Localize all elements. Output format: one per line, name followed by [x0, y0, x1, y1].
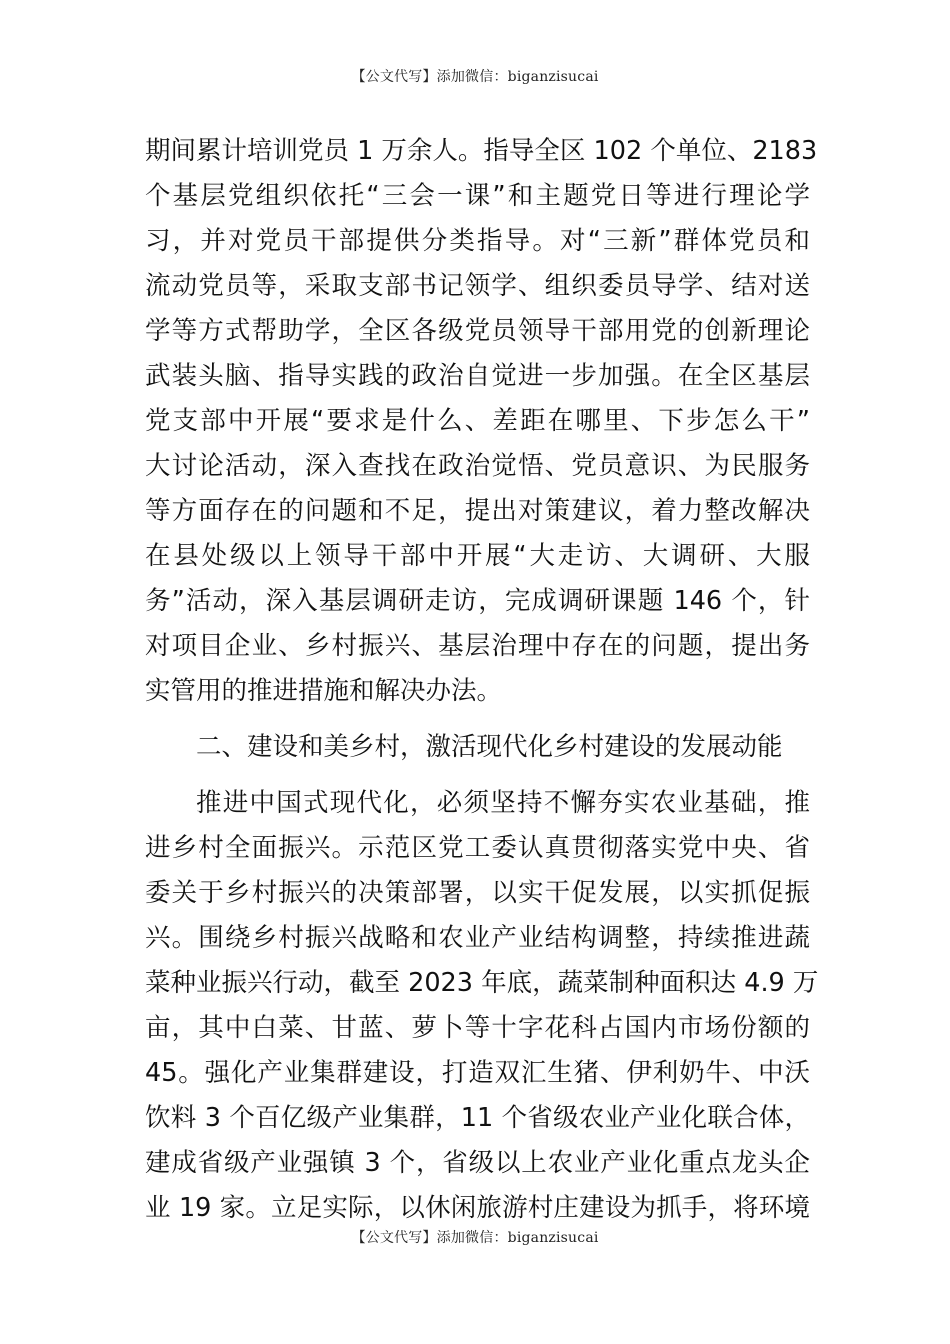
document-body	[145, 129, 819, 1231]
paragraph-training	[145, 129, 818, 714]
text-line: 委关于乡村振兴的决策部署，以实干促发展，以实抓促振	[145, 878, 810, 908]
text-line: 推进中国式现代化，必须坚持不懈夯实农业基础，推	[196, 788, 810, 818]
text-line: 在县处级以上领导干部中开展“大走访、大调研、大服	[145, 541, 810, 571]
text-line: 饮料 3 个百亿级产业集群，11 个省级农业产业化联合体，	[145, 1103, 810, 1133]
text-line: 进乡村全面振兴。示范区党工委认真贯彻落实党中央、省	[145, 833, 810, 863]
text-line: 业 19 家。立足实际，以休闲旅游村庄建设为抓手，将环境	[145, 1193, 810, 1223]
text-line: 期间累计培训党员 1 万余人。指导全区 102 个单位、2183	[145, 136, 818, 166]
text-line: 大讨论活动，深入查找在政治觉悟、党员意识、为民服务	[145, 451, 810, 481]
text-line: 流动党员等，采取支部书记领学、组织委员导学、结对送	[145, 271, 810, 301]
page-header: 【公文代写】添加微信：biganzisucai	[351, 69, 599, 85]
text-line: 亩，其中白菜、甘蓝、萝卜等十字花科占国内市场份额的	[145, 1013, 810, 1043]
text-line: 武装头脑、指导实践的政治自觉进一步加强。在全区基层	[145, 361, 810, 391]
text-line: 等方面存在的问题和不足，提出对策建议，着力整改解决	[145, 496, 810, 526]
text-line: 党支部中开展“要求是什么、差距在哪里、下步怎么干”	[145, 406, 810, 436]
text-line: 务”活动，深入基层调研走访，完成调研课题 146 个，针	[145, 586, 810, 616]
text-line: 45。强化产业集群建设，打造双汇生猪、伊利奶牛、中沃	[145, 1058, 810, 1088]
text-line: 菜种业振兴行动，截至 2023 年底，蔬菜制种面积达 4.9 万	[145, 968, 819, 998]
text-line: 学等方式帮助学，全区各级党员领导干部用党的创新理论	[145, 316, 810, 346]
text-line: 兴。围绕乡村振兴战略和农业产业结构调整，持续推进蔬	[145, 923, 810, 953]
page-footer: 【公文代写】添加微信：biganzisucai	[351, 1230, 599, 1246]
text-line: 个基层党组织依托“三会一课”和主题党日等进行理论学	[145, 181, 810, 211]
text-line: 习，并对党员干部提供分类指导。对“三新”群体党员和	[145, 226, 810, 256]
text-line: 实管用的推进措施和解决办法。	[145, 676, 503, 706]
paragraph-rural-revitalization	[145, 781, 819, 1231]
section-heading: 二、建设和美乡村，激活现代化乡村建设的发展动能	[196, 732, 783, 762]
text-line: 建成省级产业强镇 3 个，省级以上农业产业化重点龙头企	[145, 1148, 810, 1178]
text-line: 对项目企业、乡村振兴、基层治理中存在的问题，提出务	[145, 631, 810, 661]
